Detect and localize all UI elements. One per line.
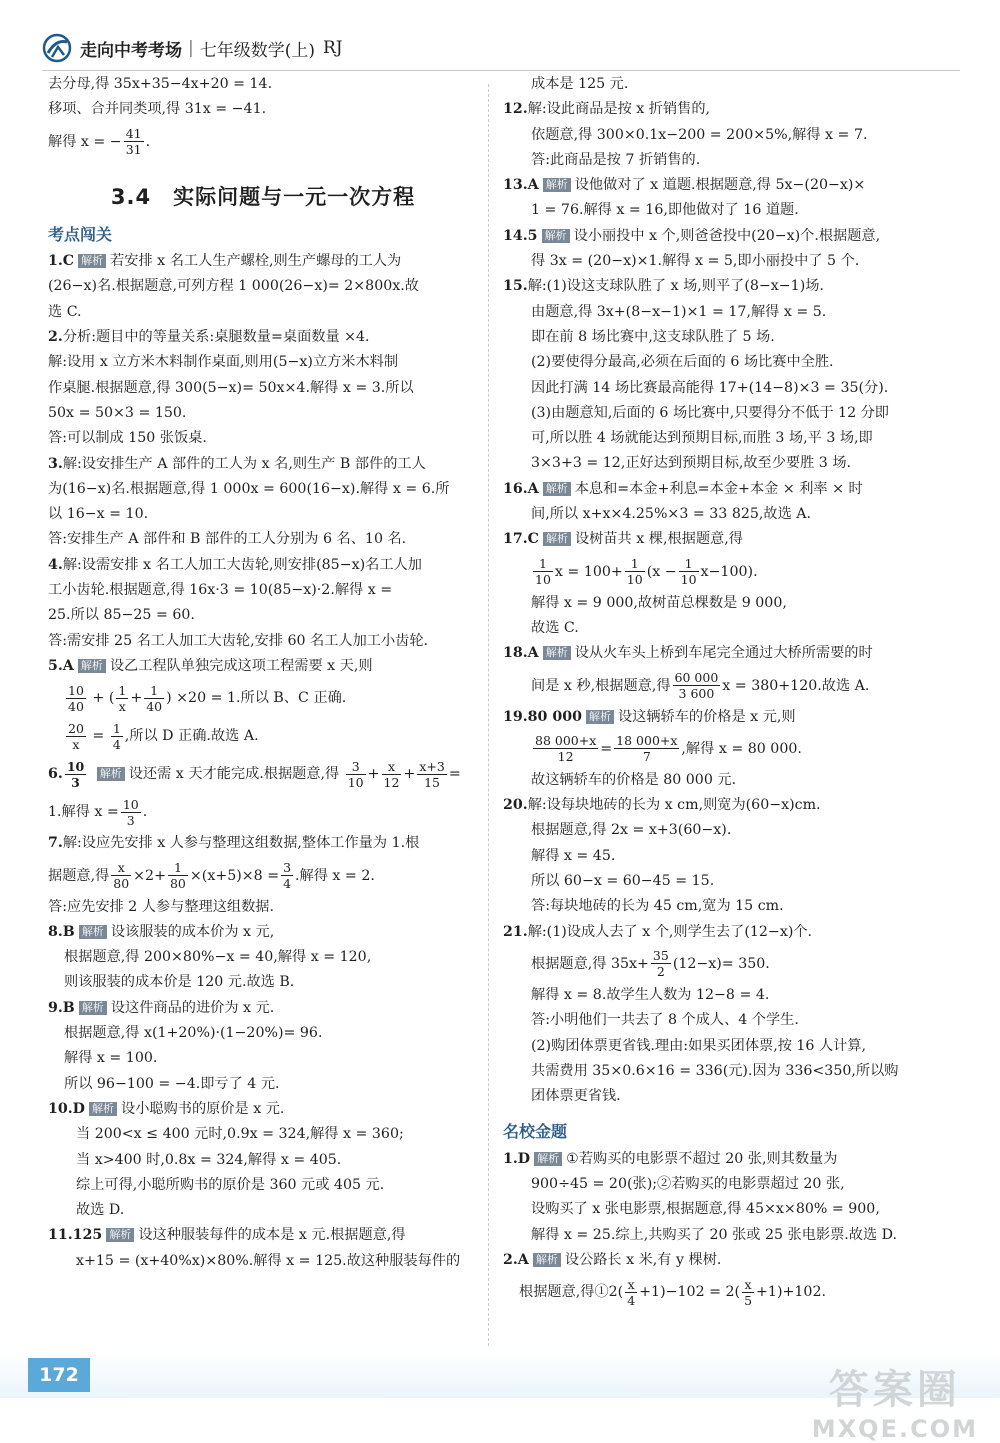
answer-item: 17.C 解析 设树苗共 x 棵,根据题意,得	[503, 531, 743, 548]
answer-item: 6. $\frac{10}{3}$ 解析 设还需 x 天才能完成.根据题意,得 $\frac{3}{10}$ + $\frac{x}{12}$ + $\frac{x+3}{15}$ =	[48, 758, 461, 790]
header-rule	[42, 70, 960, 71]
answer-item: 2.A 解析 设公路长 x 米,有 y 棵树.	[503, 1251, 722, 1268]
analysis-tag: 解析	[543, 482, 571, 496]
text-line: 解得 x = − $\frac{41}{31}$ .	[48, 126, 151, 158]
answer-item: 18.A 解析 设从火车头上桥到车尾完全通过大桥所需要的时	[503, 645, 873, 662]
analysis-tag: 解析	[533, 1253, 561, 1267]
analysis-tag: 解析	[543, 178, 571, 192]
analysis-tag: 解析	[79, 1001, 107, 1015]
page-header: 走向中考考场 | 七年级数学(上) RJ	[42, 30, 343, 66]
analysis-tag: 解析	[78, 254, 106, 268]
analysis-tag: 解析	[89, 1102, 117, 1116]
analysis-tag: 解析	[586, 710, 614, 724]
answer-item: 14.5 解析 设小丽投中 x 个,则爸爸投中(20−x)个.根据题意,	[503, 227, 881, 244]
left-column: 去分母,得 35x+35−4x+20 = 14. 移项、合并同类项,得 31x = −41. 解得 x = − $\frac{41}{31}$ . 3.4 实际问题与一元一次方程 考点闯关 1.C 解析 若安排 x 名工人生产螺栓,则生产螺母的工人为 (26−x)名.根据题意,可列方程 1 000(26−x)= 2×800x.故 选 C. 2.分析:题目中的等量关系:桌腿数量=桌面数量 ×4. 解:设用 x 立方米木料制作桌面,则用(5−x)立方米木料制 作桌腿.根据题意,得 300(5−x)= 50x×4.解得 x = 3.所以 50x = 50×3 = 150. 答:可以制成 150 张饭桌. 3.解:设安排生产 A 部件的工人为 x 名,则生产 B 部件的工人 为(16−x)名.根据题意,得 1 000x = 600(16−x).解得 x = 6.所 以 16−x = 10. 答:安排生产 A 部件和 B 部件的工人分别为 6 名、10 名. 4.解:设需安排 x 名工人加工大齿轮,则安排(85−x)名工人加 工小齿轮.根据题意,得 16x·3 = 10(85−x)·2.解得 x = 25.所以 85−25 = 60. 答:需安排 25 名工人加工大齿轮,安排 60 名工人加工小齿轮. 5.A 解析 设乙工程队单独完成这项工程需要 x 天,则 $\frac{10}{40}$ + ( $\frac{1}{x}$ + $\frac{1}{40}$ ) ×20 = 1.所以 B、C 正确. $\frac{20}{x}$ = $\frac{1}{4}$ ,所以 D 正确.故选 A. 6. $\frac{10}{3}$ 解析 设还需 x 天才能完成.根据题意,得 $\frac{3}{10}$ + $\frac{x}{12}$ + $\frac{x+3}{15}$ = 1.解得 x = $\frac{10}{3}$ . 7.解:设应先安排 x 人参与整理这组数据,整体工作量为 1.根 据题意,得 $\frac{x}{80}$ ×2+ $\frac{1}{80}$ ×(x+5)×8 = $\frac{3}{4}$ .解得 x = 2. 答:应先安排 2 人参与整理这组数据. 8.B 解析 设该服装的成本价为 x 元, 根据题意,得 200×80%−x = 40,解得 x = 120, 则该服装的成本价是 120 元.故选 B. 9.B 解析 设这件商品的进价为 x 元. 根据题意,得 x(1+20%)·(1−20%)= 96. 解得 x = 100. 所以 96−100 = −4.即亏了 4 元. 10.D 解析 设小聪购书的原价是 x 元. 当 200<x ≤ 400 元时,0.9x = 324,解得 x = 360; 当 x>400 时,0.8x = 324,解得 x = 405. 综上可得,小聪所购书的原价是 360 元或 405 元. 故选 D. 11.125 解析 设这种服装每件的成本是 x 元.根据题意,得 x+15 = (x+40%x)×80%.解得 x = 125.故这种服装每件的	[48, 72, 478, 1274]
answer-item: 19.80 000 解析 设这辆轿车的价格是 x 元,则	[503, 708, 796, 725]
answer-item: 21.解:(1)设成人去了 x 个,则学生去了(12−x)个.	[503, 923, 813, 940]
answer-item: 2.分析:题目中的等量关系:桌腿数量=桌面数量 ×4.	[48, 329, 370, 346]
answer-item: 13.A 解析 设他做对了 x 道题.根据题意,得 5x−(20−x)×	[503, 177, 866, 194]
section-title: 3.4 实际问题与一元一次方程	[110, 184, 416, 209]
text-line: 移项、合并同类项,得 31x = −41.	[48, 101, 267, 118]
answer-item: 1.D 解析 ①若购买的电影票不超过 20 张,则其数量为	[503, 1150, 838, 1167]
answer-item: 8.B 解析 设该服装的成本价为 x 元,	[48, 923, 275, 940]
watermark-logo: 答案圈 MXQE.COM	[811, 1367, 978, 1443]
analysis-tag: 解析	[97, 767, 125, 781]
analysis-tag: 解析	[106, 1228, 134, 1242]
analysis-tag: 解析	[78, 659, 106, 673]
book-title: 走向中考考场	[80, 40, 182, 61]
answer-item: 3.解:设安排生产 A 部件的工人为 x 名,则生产 B 部件的工人	[48, 455, 426, 472]
page-number: 172	[28, 1358, 90, 1392]
edition: RJ	[323, 38, 343, 58]
column-divider	[488, 84, 489, 1346]
analysis-tag: 解析	[542, 229, 570, 243]
book-logo-icon	[42, 33, 72, 63]
answer-item: 10.D 解析 设小聪购书的原价是 x 元.	[48, 1100, 285, 1117]
answer-item: 4.解:设需安排 x 名工人加工大齿轮,则安排(85−x)名工人加	[48, 556, 422, 573]
grade-subject: 七年级数学(上)	[199, 40, 315, 61]
answer-item: 11.125 解析 设这种服装每件的成本是 x 元.根据题意,得	[48, 1227, 406, 1244]
answer-item: 9.B 解析 设这件商品的进价为 x 元.	[48, 999, 275, 1016]
answer-item: 20.解:设每块地砖的长为 x cm,则宽为(60−x)cm.	[503, 797, 821, 814]
answer-item: 1.C 解析 若安排 x 名工人生产螺栓,则生产螺母的工人为	[48, 253, 402, 270]
answer-item: 16.A 解析 本息和=本金+利息=本金+本金 × 利率 × 时	[503, 480, 863, 497]
subsection-title: 考点闯关	[48, 224, 113, 244]
right-column: 成本是 125 元. 12.解:设此商品是按 x 折销售的, 依题意,得 300×0.1x−200 = 200×5%,解得 x = 7. 答:此商品是按 7 折销售的. 13.A 解析 设他做对了 x 道题.根据题意,得 5x−(20−x)× 1 = 76.解得 x = 16,即他做对了 16 道题. 14.5 解析 设小丽投中 x 个,则爸爸投中(20−x)个.根据题意, 得 3x = (20−x)×1.解得 x = 5,即小丽投中了 5 个. 15.解:(1)设这支球队胜了 x 场,则平了(8−x−1)场. 由题意,得 3x+(8−x−1)×1 = 17,解得 x = 5. 即在前 8 场比赛中,这支球队胜了 5 场. (2)要使得分最高,必须在后面的 6 场比赛中全胜. 因此打满 14 场比赛最高能得 17+(14−8)×3 = 35(分). (3)由题意知,后面的 6 场比赛中,只要得分不低于 12 分即 可,所以胜 4 场就能达到预期目标,而胜 3 场,平 3 场,即 3×3+3 = 12,正好达到预期目标,故至少要胜 3 场. 16.A 解析 本息和=本金+利息=本金+本金 × 利率 × 时 间,所以 x+x×4.25%×3 = 33 825,故选 A. 17.C 解析 设树苗共 x 棵,根据题意,得 $\frac{1}{10}$ x = 100+ $\frac{1}{10}$ (x − $\frac{1}{10}$ x−100). 解得 x = 9 000,故树苗总棵数是 9 000, 故选 C. 18.A 解析 设从火车头上桥到车尾完全通过大桥所需要的时 间是 x 秒,根据题意,得 $\frac{60 000}{3 600}$ x = 380+120.故选 A. 19.80 000 解析 设这辆轿车的价格是 x 元,则 $\frac{88 000+x}{12}$ = $\frac{18 000+x}{7}$ ,解得 x = 80 000. 故这辆轿车的价格是 80 000 元. 20.解:设每块地砖的长为 x cm,则宽为(60−x)cm. 根据题意,得 2x = x+3(60−x). 解得 x = 45. 所以 60−x = 60−45 = 15. 答:每块地砖的长为 45 cm,宽为 15 cm. 21.解:(1)设成人去了 x 个,则学生去了(12−x)个. 根据题意,得 35x+ $\frac{35}{2}$ (12−x)= 350. 解得 x = 8.故学生人数为 12−8 = 4. 答:小明他们一共去了 8 个成人、4 个学生. (2)购团体票更省钱.理由:如果买团体票,按 16 人计算, 共需费用 35×0.6×16 = 336(元).因为 336<350,所以购 团体票更省钱. 名校金题 1.D 解析 ①若购买的电影票不超过 20 张,则其数量为 900÷45 = 20(张);②若购买的电影票超过 20 张, 设购买了 x 张电影票,根据题意,得 45×x×80% = 900, 解得 x = 25.综上,共购买了 20 张或 25 张电影票.故选 D. 2.A 解析 设公路长 x 米,有 y 棵树. 根据题意,得①2( $\frac{x}{4}$ +1)−102 = 2( $\frac{x}{5}$ +1)+102.	[503, 72, 935, 1311]
text-line: 去分母,得 35x+35−4x+20 = 14.	[48, 76, 273, 92]
subsection-title: 名校金题	[503, 1122, 568, 1142]
answer-item: 12.解:设此商品是按 x 折销售的,	[503, 101, 711, 118]
answer-item: 5.A 解析 设乙工程队单独完成这项工程需要 x 天,则	[48, 657, 373, 674]
analysis-tag: 解析	[543, 532, 571, 546]
answer-item: 7.解:设应先安排 x 人参与整理这组数据,整体工作量为 1.根	[48, 835, 420, 852]
analysis-tag: 解析	[79, 925, 107, 939]
analysis-tag: 解析	[543, 646, 571, 660]
analysis-tag: 解析	[534, 1152, 562, 1166]
answer-item: 15.解:(1)设这支球队胜了 x 场,则平了(8−x−1)场.	[503, 278, 824, 295]
